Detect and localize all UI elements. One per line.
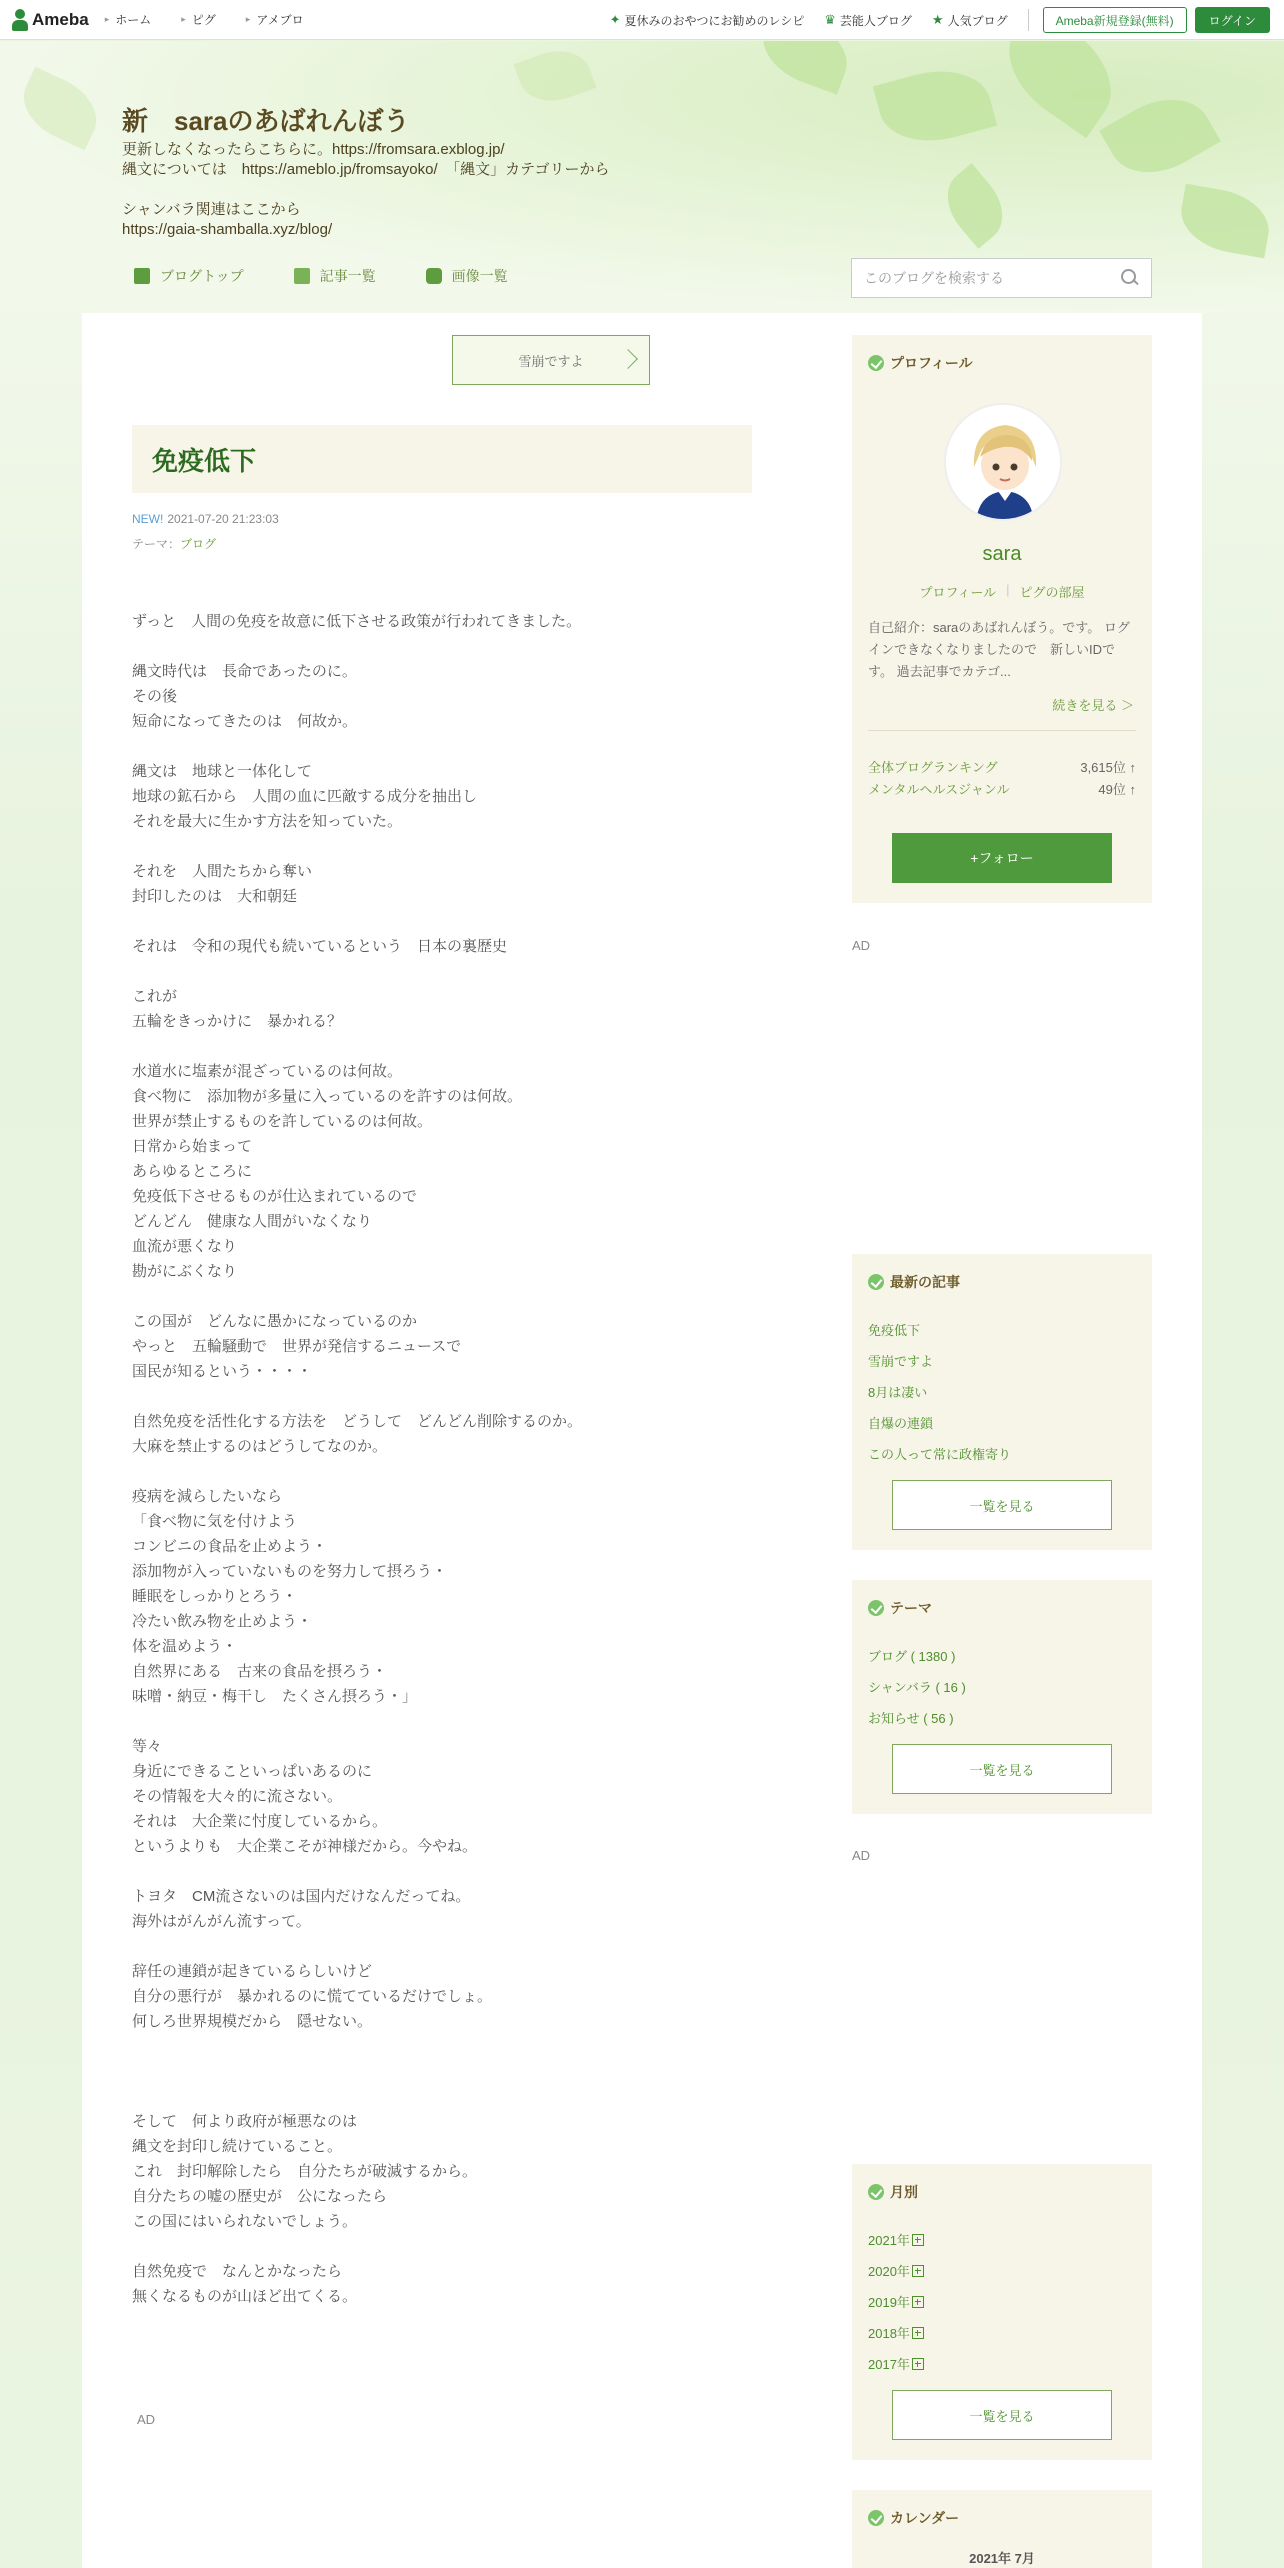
- monthly-list-button[interactable]: 一覧を見る: [892, 2390, 1112, 2440]
- article-line: ずっと 人間の免疫を故意に低下させる政策が行われてきました。: [132, 613, 582, 630]
- expand-plus-icon[interactable]: [912, 2265, 924, 2277]
- article-line: トヨタ CM流さないのは国内だけなんだってね。: [132, 1888, 471, 1905]
- profile-intro: 自己紹介：saraのあばれんぼう。です。 ログインできなくなりましたので 新しいIDです。 過去記事でカテゴ...: [868, 620, 1130, 679]
- monthly-heading-text: 月別: [890, 2184, 918, 2200]
- article-line: 何しろ世界規模だから 隠せない。: [132, 2013, 373, 2030]
- article-body: [132, 609, 752, 2309]
- month-item-label: 2020年: [868, 2264, 910, 2279]
- blog-search: [851, 258, 1152, 298]
- expand-plus-icon[interactable]: [912, 2327, 924, 2339]
- theme-item[interactable]: シャンバラ ( 16 ): [868, 1680, 966, 1695]
- article-line: 「食べ物に気を付けよう: [132, 1513, 298, 1530]
- article-line: この国にはいられないでしょう。: [132, 2213, 358, 2230]
- pig-room-link[interactable]: ピグの部屋: [1019, 585, 1085, 600]
- nav-ameblo[interactable]: ▸ アメブロ: [246, 11, 304, 28]
- article-ad-label: AD: [137, 2412, 156, 2427]
- ranking-genre-value: 49位 ↑: [1098, 782, 1136, 797]
- article-line: その後: [132, 688, 178, 705]
- article-line: 自然免疫を活性化する方法を どうして どんどん削除するのか。: [132, 1413, 583, 1430]
- document-icon: [134, 268, 150, 284]
- leaf-check-icon: [868, 1274, 884, 1290]
- global-header: [0, 0, 1284, 40]
- global-header-right: [610, 0, 1270, 40]
- article-line: 縄文を封印し続けていること。: [132, 2138, 343, 2155]
- article-line: どんどん 健康な人間がいなくなり: [132, 1213, 373, 1230]
- article-line: [132, 1459, 752, 1484]
- month-item[interactable]: [868, 2292, 924, 2311]
- article-line: 大麻を禁止するのはどうしてなのか。: [132, 1438, 388, 1455]
- leaf-decoration: [1175, 184, 1274, 259]
- sidebar-ad-label-2: AD: [852, 1848, 871, 1863]
- leaf-decoration: [12, 67, 108, 151]
- article-line: 添加物が入っていないものを努力して摂ろう・: [132, 1563, 448, 1580]
- article-line: これ 封印解除したら 自分たちが破滅するから。: [132, 2163, 478, 2180]
- main-content: [82, 313, 1202, 2568]
- article-date: 2021-07-20 21:23:03: [167, 512, 279, 526]
- article-line: [132, 734, 752, 759]
- article-line: [132, 834, 752, 859]
- article-theme-prefix: テーマ：: [132, 537, 181, 551]
- article-line: 食べ物に 添加物が多量に入っているのを許すのは何故。: [132, 1088, 523, 1105]
- article-line: その情報を大々的に流さない。: [132, 1788, 343, 1805]
- expand-plus-icon[interactable]: [912, 2358, 924, 2370]
- article-line: 世界が禁止するものを許しているのは何故。: [132, 1113, 433, 1130]
- article-line: [132, 959, 752, 984]
- month-item[interactable]: [868, 2230, 924, 2249]
- profile-heading-text: プロフィール: [890, 355, 973, 371]
- article-line: 短命になってきたのは 何故か。: [132, 713, 358, 730]
- recent-item[interactable]: 自爆の連鎖: [868, 1416, 934, 1431]
- header-divider: [1028, 9, 1029, 31]
- blog-nav-images-label: 画像一覧: [451, 268, 508, 284]
- article-line: 五輪をきっかけに 暴かれる？: [132, 1013, 343, 1030]
- register-button[interactable]: Ameba新規登録(無料): [1043, 7, 1187, 33]
- blog-search-input[interactable]: [852, 270, 1121, 286]
- new-badge: NEW!: [132, 512, 164, 526]
- calendar-month: 2021年 7月: [969, 2551, 1035, 2566]
- blog-nav-images[interactable]: [426, 266, 508, 286]
- month-item-label: 2017年: [868, 2357, 910, 2372]
- link-celebrity-label: 芸能人ブログ: [839, 13, 912, 28]
- article-line: 自分の悪行が 暴かれるのに慌てているだけでしょ。: [132, 1988, 493, 2005]
- nav-pig[interactable]: ▸ ピグ: [181, 11, 216, 28]
- expand-plus-icon[interactable]: [912, 2234, 924, 2246]
- recent-item[interactable]: この人って常に政権寄り: [868, 1447, 1012, 1462]
- article-line: 勘がにぶくなり: [132, 1263, 238, 1280]
- article-line: [132, 1034, 752, 1059]
- month-item[interactable]: [868, 2261, 924, 2280]
- leaf-check-icon: [868, 2510, 884, 2526]
- article-line: 縄文は 地球と一体化して: [132, 763, 313, 780]
- article-meta: [132, 512, 279, 526]
- article-line: [132, 2034, 752, 2059]
- month-item-label: 2018年: [868, 2326, 910, 2341]
- profile-link-separator: |: [1006, 582, 1010, 597]
- article-line: 血流が悪くなり: [132, 1238, 238, 1255]
- profile-box: [852, 335, 1152, 903]
- article-line: この国が どんなに愚かになっているのか: [132, 1313, 418, 1330]
- link-popular-blog[interactable]: [932, 12, 1008, 29]
- blog-nav-top-label: ブログトップ: [160, 268, 244, 284]
- copy-icon: [294, 268, 310, 284]
- leaf-decoration: [752, 41, 857, 95]
- search-icon[interactable]: [1121, 269, 1139, 287]
- themes-list-button[interactable]: 一覧を見る: [892, 1744, 1112, 1794]
- article-line: [132, 2059, 752, 2084]
- ranking-overall-value: 3,615位 ↑: [1080, 760, 1136, 775]
- follow-button[interactable]: +フォロー: [892, 833, 1112, 883]
- profile-more-link[interactable]: 続きを見る ＞: [1052, 698, 1134, 713]
- article-line: 免疫低下させるものが仕込まれているので: [132, 1188, 418, 1205]
- article-line: 国民が知るという・・・・: [132, 1363, 313, 1380]
- article-line: [132, 2084, 752, 2109]
- blog-nav-top[interactable]: [134, 266, 244, 286]
- month-item-label: 2019年: [868, 2295, 910, 2310]
- profile-name[interactable]: sara: [982, 543, 1022, 565]
- nav-home[interactable]: ▸ ホーム: [105, 11, 152, 28]
- article-line: コンビニの食品を止めよう・: [132, 1538, 328, 1555]
- article-line: それは 令和の現代も続いているという 日本の裏歴史: [132, 938, 508, 955]
- link-celebrity-blog[interactable]: [824, 12, 912, 29]
- leaf-check-icon: [868, 1600, 884, 1616]
- month-item-label: 2021年: [868, 2233, 910, 2248]
- monthly-heading: [868, 2182, 918, 2202]
- ranking-genre[interactable]: [868, 779, 1136, 798]
- calendar-heading-text: カレンダー: [890, 2510, 960, 2526]
- article-line: 等々: [132, 1738, 163, 1755]
- star-icon: ★: [931, 12, 944, 27]
- blog-description: 更新しなくなったらこちらに。https://fromsara.exblog.jp/ 縄文については https://ameblo.jp/fromsayoko/ 「縄文」カテゴリーから シャンバラ関連はここから https://gaia-shamballa.xyz/blog/: [122, 141, 610, 238]
- article-line: [132, 1859, 752, 1884]
- article-line: それを最大に生かす方法を知っていた。: [132, 813, 403, 830]
- article-line: というよりも 大企業こそが神様だから。今やね。: [132, 1838, 478, 1855]
- article-line: 縄文時代は 長命であったのに。: [132, 663, 357, 680]
- article-theme-link[interactable]: ブログ: [180, 537, 217, 551]
- article-line: それを 人間たちから奪い: [132, 863, 313, 880]
- recent-item[interactable]: 8月は凄い: [868, 1385, 928, 1400]
- monthly-box: [852, 2164, 1152, 2460]
- article-line: 冷たい飲み物を止めよう・: [132, 1613, 313, 1630]
- article-line: 地球の鉱石から 人間の血に匹敵する成分を抽出し: [132, 788, 478, 805]
- calendar-heading: [868, 2508, 959, 2528]
- article-line: [132, 1284, 752, 1309]
- article-line: [132, 1934, 752, 1959]
- expand-plus-icon[interactable]: [912, 2296, 924, 2308]
- calendar-box: [852, 2490, 1152, 2568]
- month-item[interactable]: [868, 2323, 924, 2342]
- ranking-overall-label: 全体ブログランキング: [868, 760, 998, 775]
- article-line: [132, 2234, 752, 2259]
- global-nav: [105, 11, 334, 28]
- article-line: [132, 1384, 752, 1409]
- article-line: やっと 五輪騒動で 世界が発信するニュースで: [132, 1338, 462, 1355]
- themes-box: [852, 1580, 1152, 1814]
- prev-article-label: 雪崩ですよ: [518, 353, 584, 369]
- profile-heading: [868, 353, 973, 373]
- chevron-right-icon: [618, 349, 638, 369]
- article-line: 身近にできることいっぱいあるのに: [132, 1763, 373, 1780]
- themes-heading: [868, 1598, 932, 1618]
- article-line: これが: [132, 988, 178, 1005]
- theme-item[interactable]: ブログ ( 1380 ): [868, 1649, 956, 1664]
- article-title[interactable]: 免疫低下: [132, 425, 752, 493]
- recent-list-button[interactable]: 一覧を見る: [892, 1480, 1112, 1530]
- article-line: 海外はがんがん流すって。: [132, 1913, 311, 1930]
- leaf-decoration: [933, 163, 1016, 249]
- ranking-genre-label: メンタルヘルスジャンル: [868, 782, 1010, 797]
- profile-link[interactable]: プロフィール: [919, 585, 997, 600]
- prev-article-button[interactable]: [452, 335, 650, 385]
- article-theme: [132, 535, 216, 552]
- article-line: 水道水に塩素が混ざっているのは何故。: [132, 1063, 403, 1080]
- theme-item[interactable]: お知らせ ( 56 ): [868, 1711, 954, 1726]
- profile-divider: [868, 730, 1136, 731]
- article-line: 日常から始まって: [132, 1138, 253, 1155]
- article-line: それは 大企業に忖度しているから。: [132, 1813, 388, 1830]
- sidebar-ad-label: AD: [852, 938, 871, 953]
- article-line: 封印したのは 大和朝廷: [132, 888, 298, 905]
- ameba-logo-icon: [12, 9, 28, 31]
- article-line: 辞任の連鎖が起きているらしいけど: [132, 1963, 373, 1980]
- blog-header: [0, 41, 1284, 313]
- blog-title[interactable]: 新 saraのあばれんぼう: [122, 106, 410, 136]
- avatar[interactable]: [944, 403, 1062, 521]
- crown-icon: ♛: [824, 12, 836, 27]
- recent-articles-box: [852, 1254, 1152, 1550]
- article-line: 無くなるものが山ほど出てくる。: [132, 2288, 358, 2305]
- article-line: [132, 634, 752, 659]
- themes-heading-text: テーマ: [890, 1600, 932, 1616]
- leaf-check-icon: [868, 2184, 884, 2200]
- leaf-decoration: [514, 41, 597, 111]
- recent-item[interactable]: 免疫低下: [868, 1323, 921, 1338]
- month-item[interactable]: [868, 2354, 924, 2373]
- article-line: そして 何より政府が極悪なのは: [132, 2113, 358, 2130]
- recent-heading-text: 最新の記事: [890, 1274, 960, 1290]
- article-line: [132, 909, 752, 934]
- link-recipe-label: 夏休みのおやつにお勧めのレシピ: [624, 13, 805, 28]
- login-button[interactable]: ログイン: [1195, 7, 1270, 33]
- article-line: 自分たちの嘘の歴史が 公になったら: [132, 2188, 388, 2205]
- ranking-overall[interactable]: [868, 757, 1136, 776]
- link-popular-label: 人気ブログ: [947, 13, 1008, 28]
- recent-heading: [868, 1272, 960, 1292]
- recent-item[interactable]: 雪崩ですよ: [868, 1354, 934, 1369]
- link-recipe[interactable]: [610, 12, 805, 29]
- ameba-logo[interactable]: [12, 9, 89, 31]
- camera-icon: [426, 268, 442, 284]
- article-line: 疫病を減らしたいなら: [132, 1488, 283, 1505]
- article-line: [132, 1709, 752, 1734]
- article-line: 体を温めよう・: [132, 1638, 238, 1655]
- blog-nav-entries-label: 記事一覧: [319, 268, 376, 284]
- article-line: 自然界にある 古来の食品を摂ろう・: [132, 1663, 388, 1680]
- article-line: 自然免疫で なんとかなったら: [132, 2263, 343, 2280]
- article-line: 睡眠をしっかりとろう・: [132, 1588, 298, 1605]
- article-line: あらゆるところに: [132, 1163, 253, 1180]
- sparkle-icon: ✦: [609, 12, 621, 27]
- leaf-decoration: [1099, 81, 1221, 192]
- leaf-decoration: [873, 58, 997, 154]
- leaf-check-icon: [868, 355, 884, 371]
- ameba-logo-text: Ameba: [32, 9, 89, 29]
- blog-nav-entries[interactable]: [294, 266, 376, 286]
- profile-links: [852, 582, 1152, 601]
- blog-nav: [134, 266, 558, 286]
- article-line: 味噌・納豆・梅干し たくさん摂ろう・」: [132, 1688, 418, 1705]
